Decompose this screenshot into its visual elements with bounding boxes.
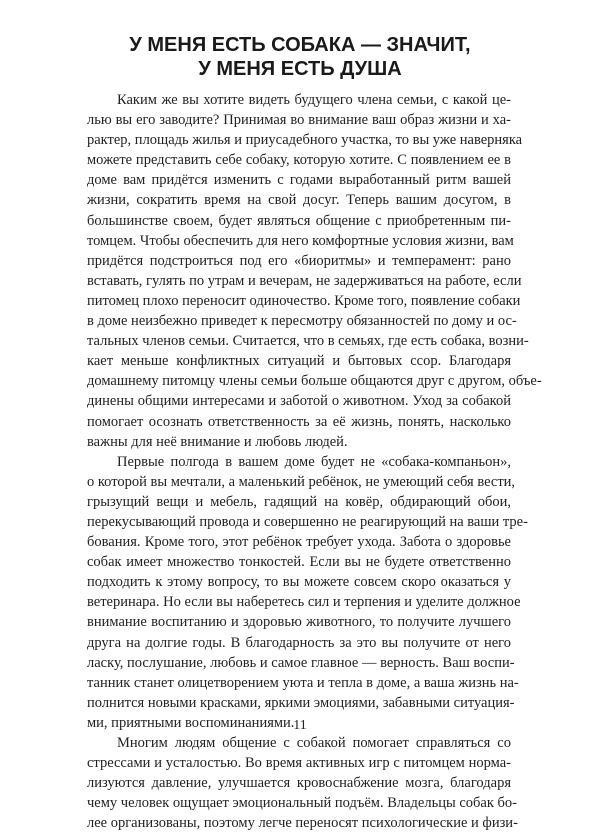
paragraph <box>87 452 528 733</box>
paragraph <box>87 733 518 833</box>
text-line: вставать, гулять по утрам и вечерам, не задерживаться на работе, если <box>87 272 522 289</box>
text-line: подходить к этому вопросу, то вы можете совсем скоро оказаться у <box>87 574 511 591</box>
text-line: тальных членов семьи. Считается, что в семьях, где есть собака, возни- <box>87 333 529 350</box>
text-line: лью вы его заводите? Принимая во внимание ваш образ жизни и ха- <box>87 112 511 129</box>
text-line: Каким же вы хотите видеть будущего члена семьи, с какой це- <box>117 92 511 108</box>
text-line: питомец плохо переносит одиночество. Кроме того, появление собаки <box>87 292 521 309</box>
text-line: можете представить себе собаку, которую хотите. С появлением ее в <box>87 152 511 169</box>
chapter-title <box>0 33 600 81</box>
text-line: динены общими интересами и заботой о животном. Уход за собакой <box>87 393 511 410</box>
text-line: Многим людям общение с собакой помогает справляться со <box>117 735 511 751</box>
text-line: ласку, послушание, любовь и самое главное — верность. Ваш воспи- <box>87 654 515 671</box>
text-line: помогает осознать ответственность за её жизнь, понять, насколько <box>87 413 511 430</box>
text-line: кает меньше конфликтных ситуаций и бытовых ссор. Благодаря <box>87 353 511 370</box>
text-line: ми, приятными воспоминаниями. <box>87 714 295 731</box>
text-line: жизни, сократить время на свой досуг. Теперь вашим досугом, в <box>87 192 511 209</box>
chapter-title-line-2: У МЕНЯ ЕСТЬ ДУША <box>198 58 402 80</box>
text-line: перекусывающий провода и совершенно не реагирующий на ваши тре- <box>87 513 528 530</box>
text-line: грызущий вещи и мебель, гадящий на ковёр, обдирающий обои, <box>87 493 511 510</box>
text-line: о которой вы мечтали, а маленький ребёнок, не умеющий себя вести, <box>87 473 516 490</box>
text-line: придётся подстроиться под его «биоритмы» и темперамент: рано <box>87 252 511 269</box>
text-line: ветеринара. Но если вы наберетесь сил и терпения и уделите должное <box>87 594 521 611</box>
text-line: собак имеет множество тонкостей. Если вы не будете ответственно <box>87 554 511 571</box>
text-line: друга на долгие годы. В благодарность за это вы получите от него <box>87 634 511 651</box>
text-line: чему человек ощущает эмоциональный подъём. Владельцы собак бо- <box>87 795 517 812</box>
text-line: большинстве своем, будет являться общение с приобретенным пи- <box>87 212 511 229</box>
text-line: лее организованы, поэтому легче переносят психологические и физи- <box>87 815 518 832</box>
text-line: лизуются давление, улучшается кровоснабжение мозга, благодаря <box>87 775 511 792</box>
chapter-title-line-1: У МЕНЯ ЕСТЬ СОБАКА — ЗНАЧИТ, <box>129 34 471 56</box>
text-line: стрессами и усталостью. Во время активных игр с питомцем норма- <box>87 755 511 772</box>
text-line: домашнему питомцу члены семьи больше общаются друг с другом, объе- <box>87 373 542 390</box>
paragraph <box>87 90 542 452</box>
text-line: бования. Кроме того, этот ребёнок требует ухода. Забота о здоровье <box>87 534 511 551</box>
text-line: танник станет олицетворением уюта и тепла в доме, а ваша жизнь на- <box>87 674 519 691</box>
page-number: 11 <box>293 718 307 733</box>
text-line: внимание воспитанию и здоровью животного, то получите лучшего <box>87 614 511 631</box>
text-line: в доме неизбежно приведет к пересмотру обязанностей по дому и ос- <box>87 313 517 330</box>
text-line: рактер, площадь жилья и приусадебного участка, то вы уже наверняка <box>87 132 523 149</box>
text-line: полнится новыми красками, яркими эмоциями, забавными ситуация- <box>87 694 515 711</box>
text-line: Первые полгода в вашем доме будет не «собака-компаньон», <box>117 453 511 470</box>
text-line: важны для неё внимание и любовь людей. <box>87 433 348 450</box>
text-line: доме вам придётся изменить с годами выработанный ритм вашей <box>87 172 511 189</box>
text-line: томцем. Чтобы обеспечить для него комфортные условия жизни, вам <box>87 232 514 249</box>
